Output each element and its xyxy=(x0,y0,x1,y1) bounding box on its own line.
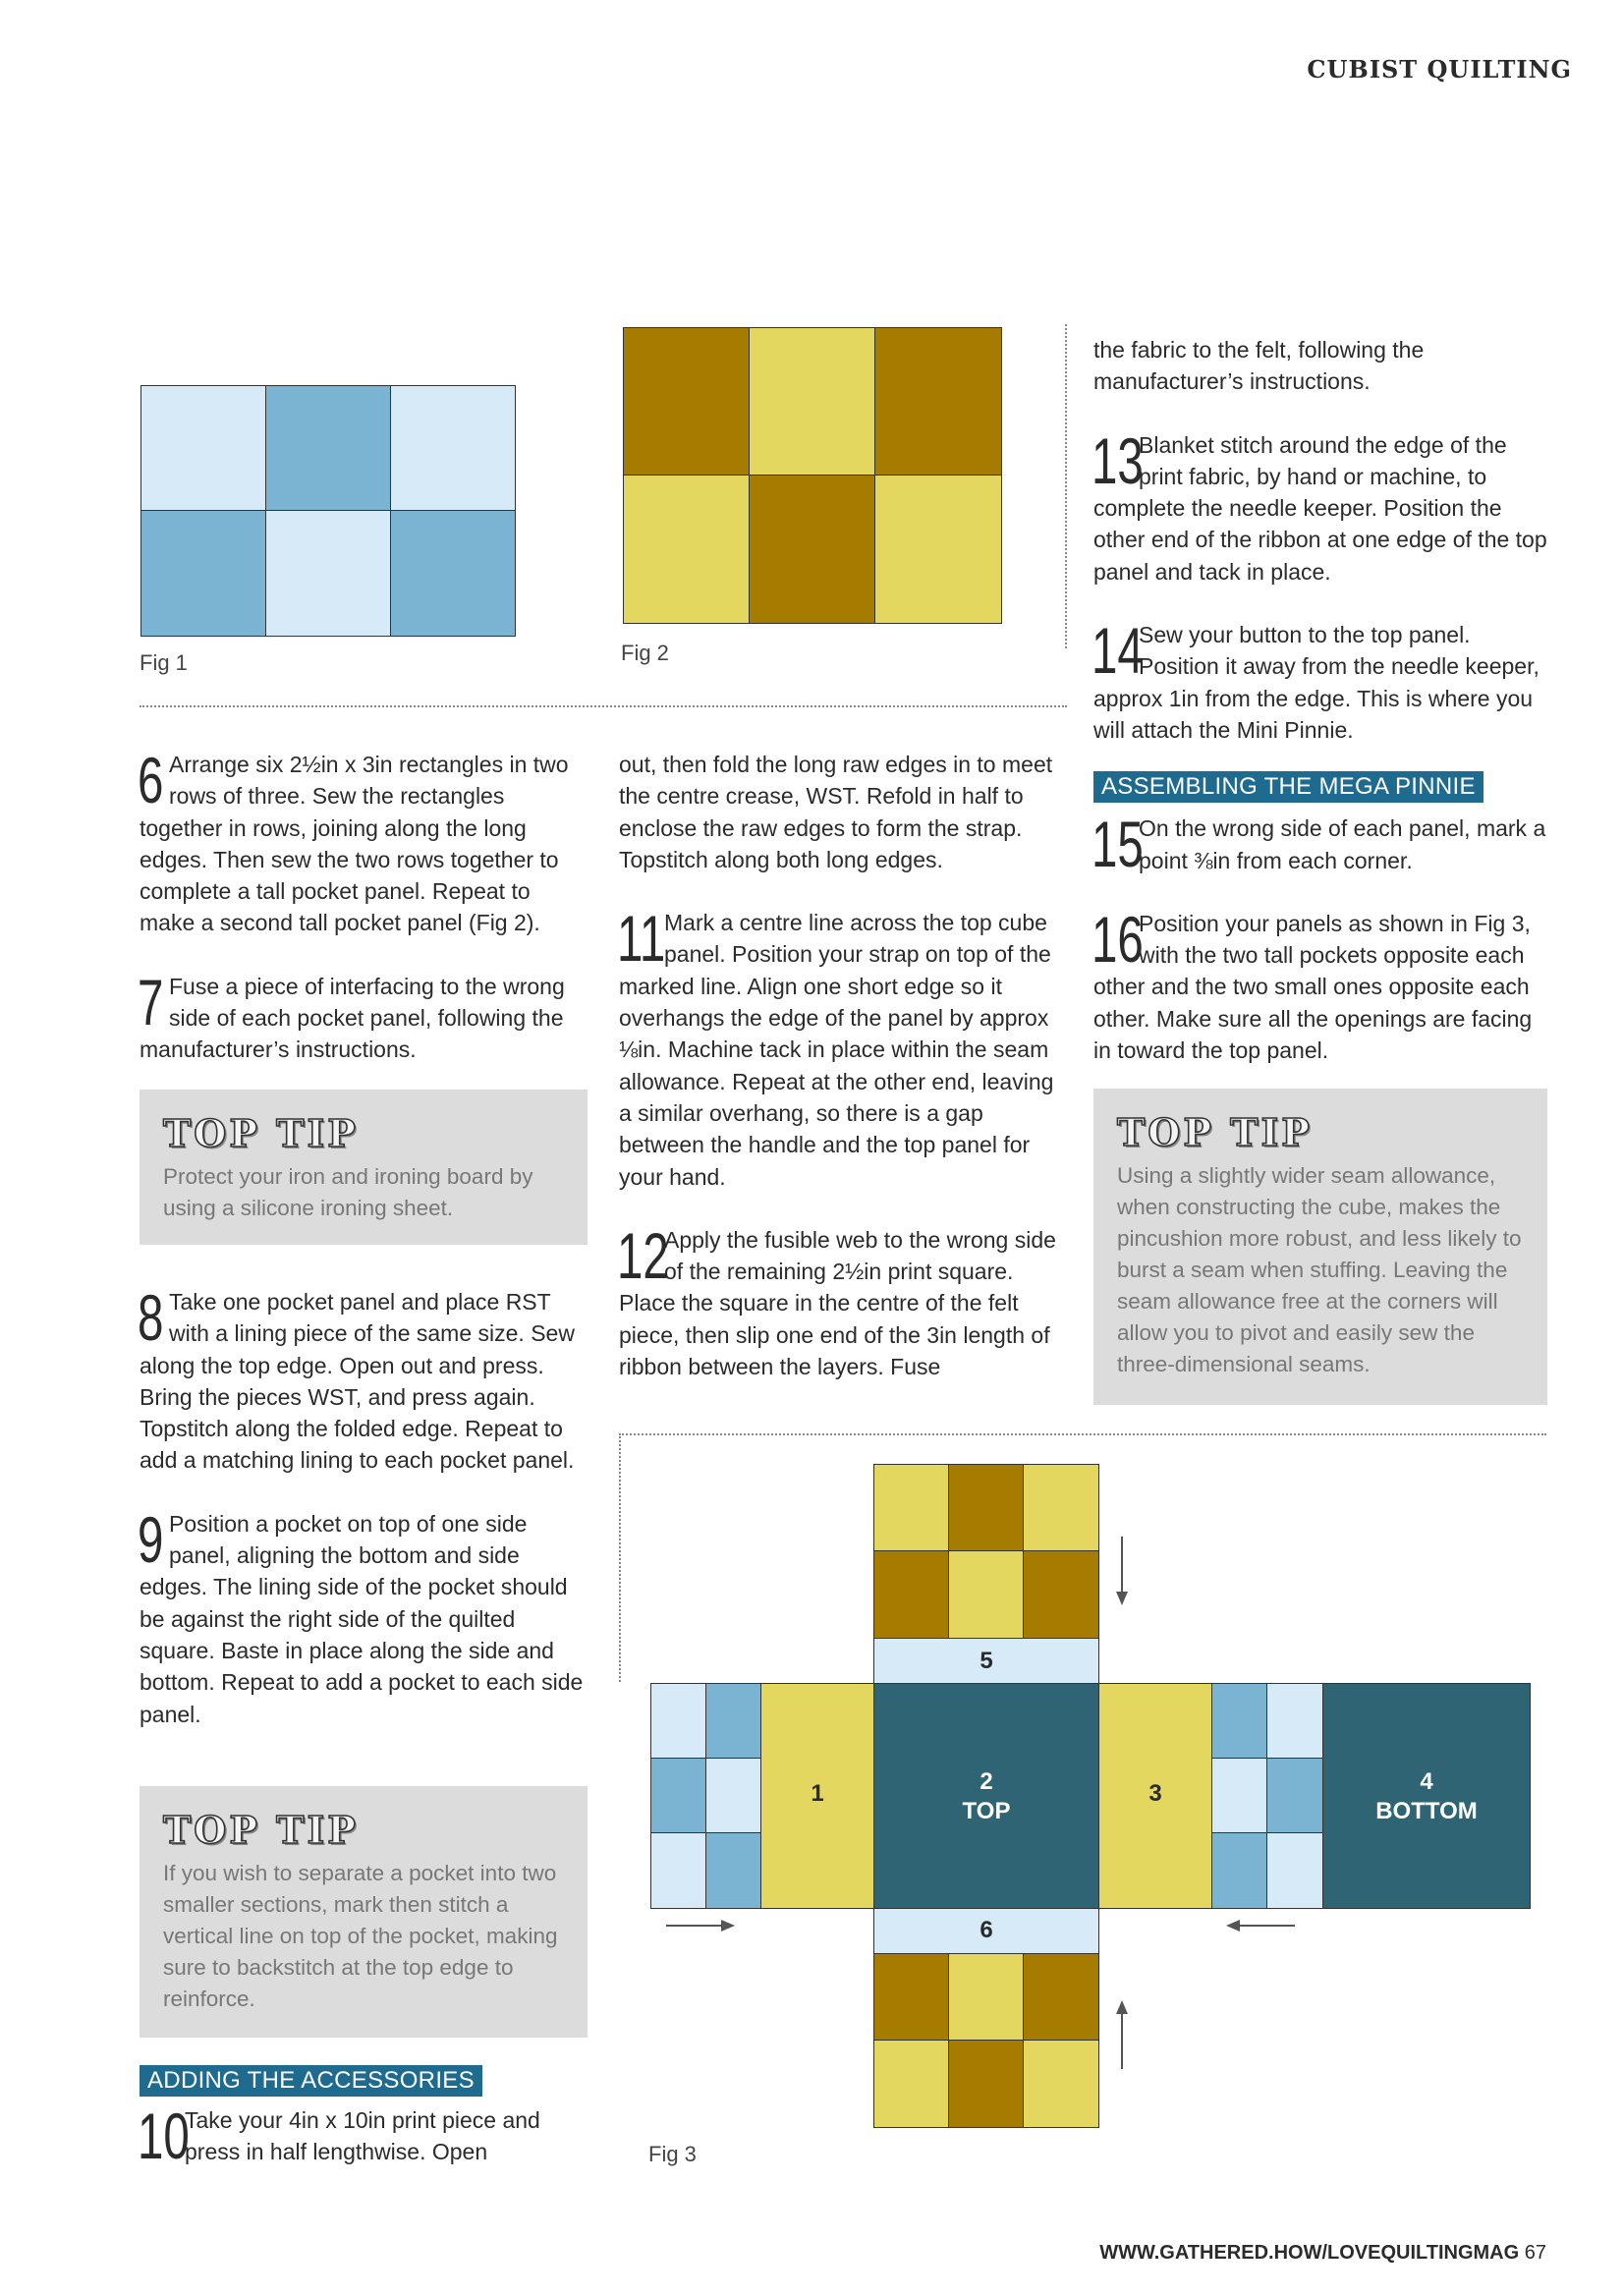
fig3-label-bottom: BOTTOM xyxy=(1375,1798,1478,1824)
fig2-label: Fig 2 xyxy=(621,641,669,665)
section-accessories xyxy=(140,2065,482,2097)
fig3-cell xyxy=(873,1550,949,1639)
step-6 xyxy=(138,744,588,939)
step-text: Mark a centre line across the top cube panel. Position your strap on top of the marked line. Align one short edge so it overhangs the edge of the panel by approx ⅛in. Machine tack in place within the seam allowance. Repeat at the other end, leaving a similar overhang, so there is a gap between the handle and the top panel for your hand. xyxy=(619,910,1054,1190)
fig3-panel-4-bottom xyxy=(1322,1683,1531,1909)
fig3-cell xyxy=(948,1464,1024,1551)
step-15 xyxy=(1091,808,1555,881)
step-number: 14 xyxy=(1091,614,1144,688)
arrow-down-icon xyxy=(1114,1537,1130,1607)
step-text: Fuse a piece of interfacing to the wrong side of each pocket panel, following the manufacturer’s instructions. xyxy=(140,973,565,1063)
fig3-cell xyxy=(873,1464,949,1551)
fig1-cell xyxy=(390,510,516,637)
fig1-label: Fig 1 xyxy=(140,650,188,675)
tip-text: If you wish to separate a pocket into two smaller sections, mark then stitch a vertical line on top of the pocket, making sure to backstitch at the top edge to reinforce. xyxy=(163,1861,558,2011)
fig3-cell xyxy=(1266,1758,1323,1833)
step-text: On the wrong side of each panel, mark a point ⅜in from each corner. xyxy=(1139,815,1546,873)
fig3-cell xyxy=(1266,1683,1323,1759)
step-16 xyxy=(1091,902,1555,1066)
step-number: 6 xyxy=(138,744,164,816)
fig3-cell xyxy=(1023,1953,1099,2041)
step-number: 15 xyxy=(1091,808,1144,881)
fig3-cell xyxy=(948,1550,1024,1639)
step-text: Take your 4in x 10in print piece and press in half lengthwise. Open xyxy=(185,2107,540,2165)
footer-url: WWW.GATHERED.HOW/LOVEQUILTINGMAG xyxy=(1099,2242,1520,2264)
fig3-cell xyxy=(873,1953,949,2041)
section-heading: ADDING THE ACCESSORIES xyxy=(140,2065,482,2097)
step-8 xyxy=(138,1281,588,1477)
fig3-label-5: 5 xyxy=(979,1648,993,1674)
fig3-label-4: 4 xyxy=(1420,1768,1433,1795)
fig3-divider xyxy=(619,1433,1546,1435)
step-number: 8 xyxy=(138,1281,164,1354)
tip-text: Using a slightly wider seam allowance, when constructing the cube, makes the pincushion more robust, and less likely to burst a seam when stuffing. Leaving the seam allowance free at the corners will allow you to pivot and easily sew the three-dimensional seams. xyxy=(1117,1163,1522,1376)
fig3-cell xyxy=(650,1683,706,1759)
fig2-cell xyxy=(874,327,1002,476)
step-text: Position a pocket on top of one side panel, aligning the bottom and side edges. The lining side of the pocket should be against the right side of the quilted square. Baste in place along the side and bottom. Repeat to add a pocket to each side panel. xyxy=(140,1510,584,1727)
fig2-cell xyxy=(623,327,751,476)
fig3-label-1: 1 xyxy=(811,1780,824,1807)
fig3-cell xyxy=(873,2040,949,2128)
step-text: Apply the fusible web to the wrong side of the remaining 2½in print square. Place the square in the centre of the felt piece, then slip one end of the 3in length of ribbon between the layers. Fuse xyxy=(619,1226,1056,1380)
fig3-cell xyxy=(1023,2040,1099,2128)
fig3-label-6: 6 xyxy=(979,1917,993,1943)
top-tip-box-1 xyxy=(140,1090,588,1245)
fig3-cell xyxy=(948,1953,1024,2041)
step-number: 11 xyxy=(617,902,666,976)
fig3-label-2: 2 xyxy=(979,1768,993,1795)
tip-title: TOP TIP xyxy=(163,1808,359,1852)
step-12 xyxy=(617,1218,1061,1382)
column-2 xyxy=(619,749,1061,1382)
step-10 xyxy=(138,2100,588,2172)
fig3-cell xyxy=(650,1832,706,1909)
footer xyxy=(1099,2242,1546,2265)
fig3-side-divider xyxy=(619,1436,621,1682)
figure-divider xyxy=(140,705,1067,707)
page-number: 67 xyxy=(1524,2242,1546,2264)
step-number: 7 xyxy=(138,965,164,1038)
fig2-diagram xyxy=(623,327,1002,624)
fig3-cell xyxy=(705,1683,761,1759)
fig3-cell xyxy=(1023,1550,1099,1639)
step-text: Arrange six 2½in x 3in rectangles in two rows of three. Sew the rectangles together in rows, joining along the long edges. Then sew the two rows together to complete a tall pocket panel. Repeat to make a second tall pocket panel (Fig 2). xyxy=(140,752,569,936)
column-divider xyxy=(1065,324,1067,648)
top-tip-box-3 xyxy=(1093,1089,1547,1405)
fig1-cell xyxy=(390,385,516,511)
step-number: 12 xyxy=(617,1218,669,1292)
column-1 xyxy=(138,744,588,1066)
fig3-label-3: 3 xyxy=(1148,1780,1162,1807)
section-heading-mega: ASSEMBLING THE MEGA PINNIE xyxy=(1093,771,1483,803)
column-1-lower xyxy=(138,1281,588,1730)
fig2-cell xyxy=(623,475,751,624)
step-text: Take one pocket panel and place RST with a lining piece of the same size. Sew along the top edge. Open out and press. Bring the pieces WST, and press again. Topstitch along the folded edge. Repeat to add a matching lining to each pocket panel. xyxy=(140,1289,575,1474)
step-10-block xyxy=(138,2100,588,2172)
arrow-right-icon xyxy=(666,1918,737,1933)
fig3-cell xyxy=(705,1758,761,1833)
fig3-label-top: TOP xyxy=(962,1798,1011,1824)
step-9 xyxy=(138,1502,588,1730)
fig3-cell xyxy=(1266,1832,1323,1909)
fig1-diagram xyxy=(140,385,516,637)
fig1-cell xyxy=(140,510,266,637)
fig2-cell xyxy=(874,475,1002,624)
step-number: 10 xyxy=(138,2100,190,2172)
fig2-cell xyxy=(749,475,876,624)
fig1-cell xyxy=(265,385,391,511)
step-13 xyxy=(1091,423,1555,588)
step-number: 9 xyxy=(138,1502,164,1576)
fig1-cell xyxy=(140,385,266,511)
fig3-cell xyxy=(1023,1464,1099,1551)
fig3-cell xyxy=(1211,1683,1267,1759)
arrow-left-icon xyxy=(1224,1918,1295,1933)
fig2-cell xyxy=(749,327,876,476)
fig3-cell xyxy=(1211,1832,1267,1909)
tip-title: TOP TIP xyxy=(163,1111,359,1155)
step-10-continued: out, then fold the long raw edges in to meet the centre crease, WST. Refold in half to enclose the raw edges to form the strap. Topstitch along both long edges. xyxy=(619,752,1053,872)
step-text: Position your panels as shown in Fig 3, with the two tall pockets opposite each other and the two small ones opposite each other. Make sure all the openings are facing in toward the top panel. xyxy=(1093,910,1533,1064)
arrow-up-icon xyxy=(1114,1998,1130,2069)
fig3-cell xyxy=(948,2040,1024,2128)
step-number: 16 xyxy=(1091,902,1144,976)
tip-title: TOP TIP xyxy=(1117,1110,1313,1154)
fig3-diagram xyxy=(648,1464,1533,2132)
running-header: CUBIST QUILTING xyxy=(1307,55,1572,84)
top-tip-box-2 xyxy=(140,1786,588,2038)
fig3-label: Fig 3 xyxy=(648,2142,697,2166)
fig1-cell xyxy=(265,510,391,637)
step-7 xyxy=(138,965,588,1066)
step-11 xyxy=(617,902,1061,1193)
step-text: Sew your button to the top panel. Position it away from the needle keeper, approx 1in from the edge. This is where you will attach the Mini Pinnie. xyxy=(1093,622,1539,743)
step-number: 13 xyxy=(1091,423,1144,497)
step-14 xyxy=(1091,614,1555,746)
column-3 xyxy=(1093,334,1555,1066)
fig3-cell xyxy=(1211,1758,1267,1833)
tip-text: Protect your iron and ironing board by using a silicone ironing sheet. xyxy=(163,1164,533,1220)
step-text: Blanket stitch around the edge of the print fabric, by hand or machine, to complete the needle keeper. Position the other end of the ribbon at one edge of the top panel and tack in place. xyxy=(1093,431,1547,585)
fig3-cell xyxy=(650,1758,706,1833)
step-12-continued: the fabric to the felt, following the manufacturer’s instructions. xyxy=(1093,337,1425,395)
fig3-cell xyxy=(705,1832,761,1909)
fig3-panel-2-top xyxy=(873,1683,1099,1909)
